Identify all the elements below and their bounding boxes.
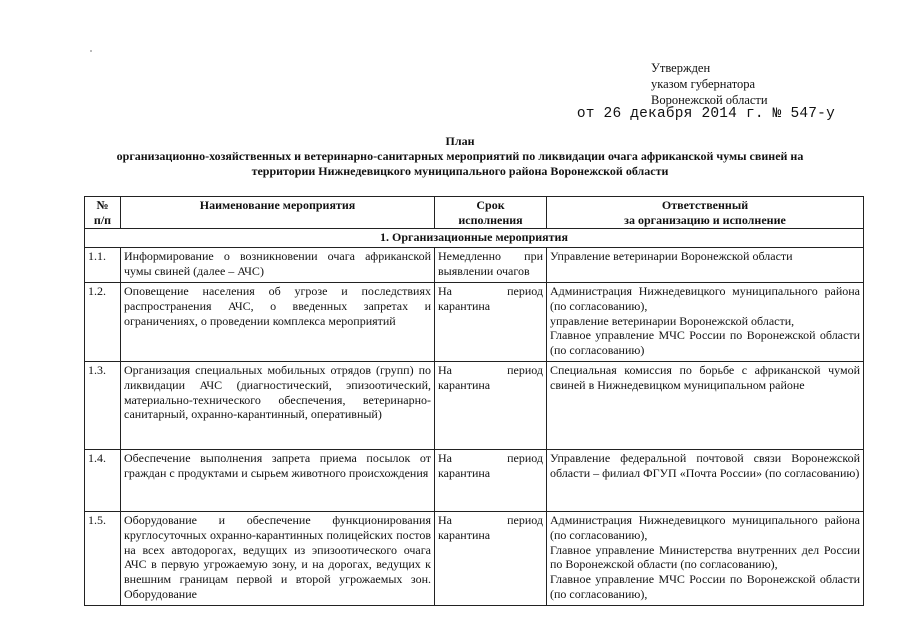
row-term: Немедленно при выявлении очагов xyxy=(435,248,547,283)
title-line-1: организационно-хозяйственных и ветеринарно-санитарных мероприятий по ликвидации очага африканской чумы свиней на xyxy=(116,149,804,163)
row-responsible xyxy=(547,361,864,449)
row-responsible xyxy=(547,511,864,605)
row-measure: Обеспечение выполнения запрета приема посылок от граждан с продуктами и сырьем животного происхождения xyxy=(121,449,435,511)
responsible-line: Администрация Нижнедевицкого муниципального района (по согласованию), xyxy=(550,512,860,542)
responsible-line: Управление федеральной почтовой связи Воронежской области – филиал ФГУП «Почта России» (по согласованию) xyxy=(550,450,860,480)
row-number: 1.4. xyxy=(85,449,121,511)
approval-line-2: указом губернатора xyxy=(651,77,756,91)
title-heading: План xyxy=(445,134,475,148)
row-number: 1.5. xyxy=(85,511,121,605)
row-number: 1.1. xyxy=(85,248,121,283)
header-number xyxy=(85,197,121,229)
row-measure: Организация специальных мобильных отрядов (групп) по ликвидации АЧС (диагностический, эпизоотический, материально-технического обеспечения, ветеринарно-санитарный, охранно-карантинный, оперативный) xyxy=(121,361,435,449)
responsible-line: управление ветеринарии Воронежской области, xyxy=(550,313,795,328)
row-term: На период карантина xyxy=(435,282,547,361)
row-term: На период карантина xyxy=(435,361,547,449)
header-number-line-1: № xyxy=(96,198,109,212)
row-number: 1.2. xyxy=(85,282,121,361)
table-row xyxy=(85,361,864,449)
table-header-row xyxy=(85,197,864,229)
responsible-line: Управление ветеринарии Воронежской области xyxy=(550,249,793,264)
approval-line-1: Утвержден xyxy=(651,61,711,75)
header-term-line-1: Срок xyxy=(476,198,505,212)
responsible-line: Администрация Нижнедевицкого муниципального района (по согласованию), xyxy=(550,283,860,313)
table-row xyxy=(85,248,864,283)
responsible-line: Главное управление МЧС России по Воронежской области (по согласованию), xyxy=(550,572,860,601)
scan-speck xyxy=(90,50,92,52)
header-responsible-line-2: за организацию и исполнение xyxy=(624,212,786,227)
row-responsible xyxy=(547,449,864,511)
header-measure-name-text: Наименование мероприятия xyxy=(199,198,356,212)
header-term xyxy=(435,197,547,229)
responsible-line: Главное управление МЧС России по Воронежской области (по согласованию) xyxy=(550,328,860,358)
responsible-line: Специальная комиссия по борьбе с африканской чумой свиней в Нижнедевицком муниципальном районе xyxy=(550,362,860,392)
row-measure: Информирование о возникновении очага африканской чумы свиней (далее – АЧС) xyxy=(121,248,435,283)
table-row xyxy=(85,449,864,511)
approval-line-3: Воронежской области xyxy=(651,93,768,107)
header-number-line-2: п/п xyxy=(93,212,112,227)
header-measure-name xyxy=(121,197,435,229)
section-title: 1. Организационные мероприятия xyxy=(85,228,864,248)
row-responsible xyxy=(547,248,864,283)
row-number: 1.3. xyxy=(85,361,121,449)
row-responsible xyxy=(547,282,864,361)
title-line-2: территории Нижнедевицкого муниципального района Воронежской области xyxy=(251,164,669,178)
header-responsible-line-1: Ответственный xyxy=(661,198,749,212)
responsible-line: Главное управление Министерства внутренних дел России по Воронежской области (по согласованию), xyxy=(550,542,860,572)
measures-table xyxy=(84,196,864,606)
header-term-line-2: исполнения xyxy=(458,212,523,227)
table-row xyxy=(85,511,864,605)
row-measure: Оборудование и обеспечение функционирования круглосуточных охранно-карантинных полицейских постов на всех автодорогах, ведущих из эпизоотического очага АЧС в первую угрожаемую зону, и на дорогах, ведущих к внешним границам первой и второй угрожаемых зон. Оборудование xyxy=(121,511,435,605)
decree-reference: от 26 декабря 2014 г. № 547-у xyxy=(576,106,835,122)
row-measure: Оповещение населения об угрозе и последствиях распространения АЧС, о введенных запретах и ограничениях, о проведении комплекса мероприятий xyxy=(121,282,435,361)
header-responsible xyxy=(547,197,864,229)
section-row xyxy=(85,228,864,248)
approval-stamp xyxy=(651,60,768,108)
table-row xyxy=(85,282,864,361)
row-term: На период карантина xyxy=(435,449,547,511)
row-term: На период карантина xyxy=(435,511,547,605)
document-title xyxy=(60,134,860,179)
